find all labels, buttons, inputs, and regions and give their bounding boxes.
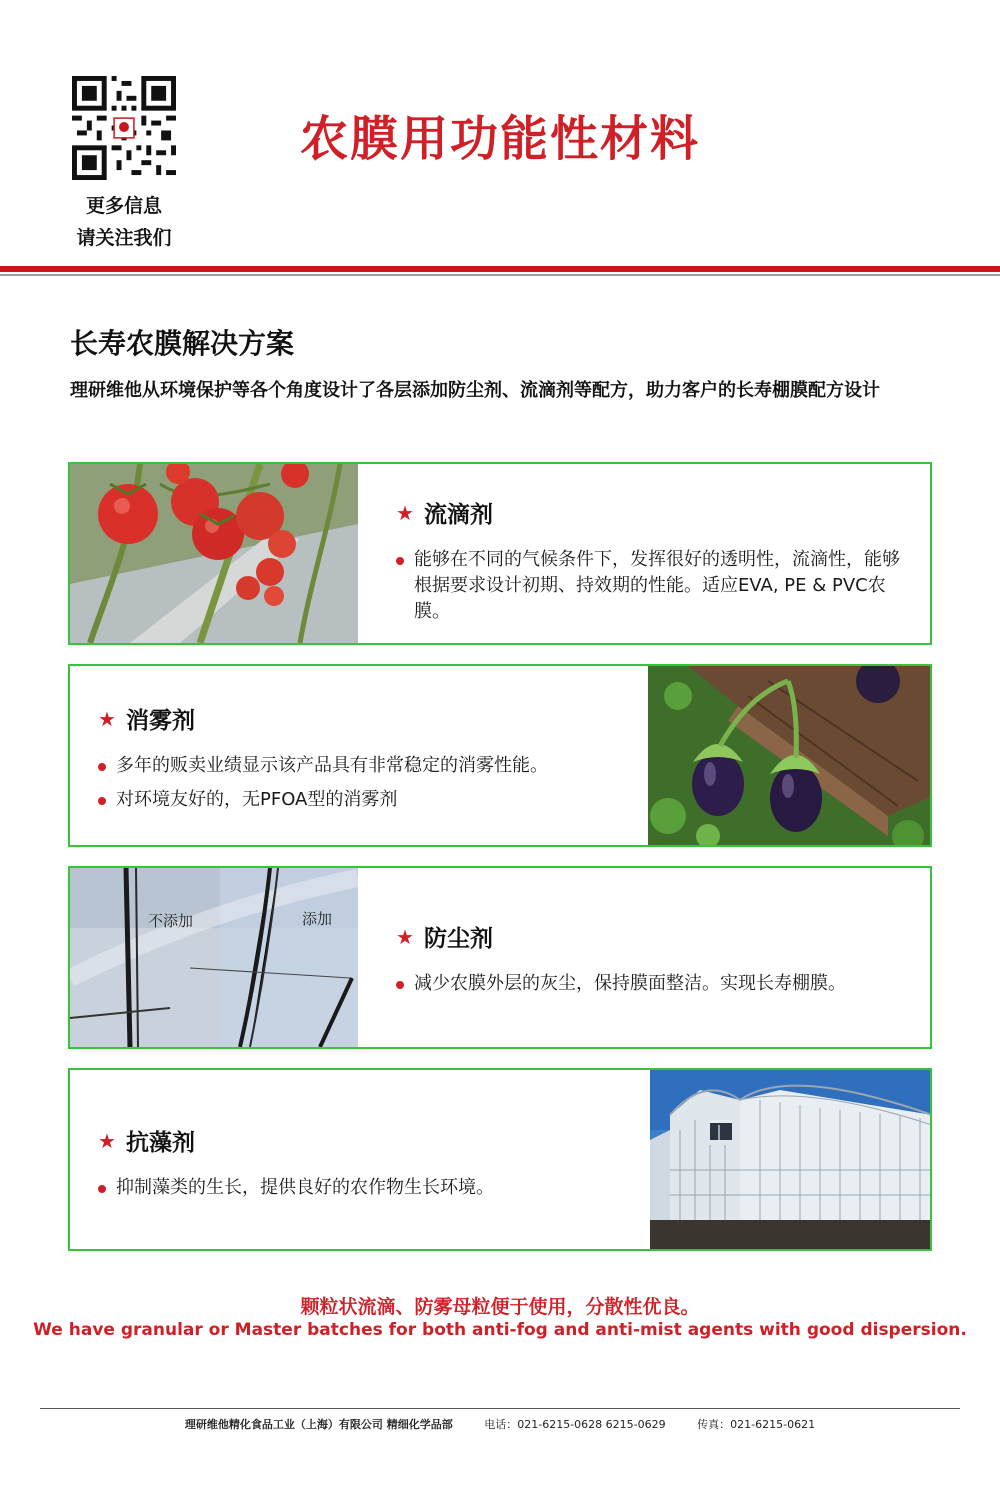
eggplant-photo bbox=[648, 666, 932, 845]
card-title bbox=[98, 702, 618, 735]
tagline-chinese: 颗粒状流滴、防雾母粒便于使用，分散性优良。 bbox=[300, 1296, 700, 1318]
tomato-photo bbox=[70, 464, 358, 643]
card-title-text: 抗藻剂 bbox=[125, 1130, 195, 1156]
qr-caption bbox=[60, 190, 188, 254]
star-icon: ★ bbox=[396, 924, 414, 949]
list-item: 对环境友好的，无PFOA型的消雾剂 bbox=[98, 787, 618, 813]
star-icon: ★ bbox=[396, 500, 414, 525]
photo-label-with: 添加 bbox=[302, 910, 333, 928]
section-title: 长寿农膜解决方案 bbox=[70, 327, 295, 360]
card-title-text: 流滴剂 bbox=[423, 502, 493, 528]
card-title-text: 防尘剂 bbox=[423, 926, 493, 952]
card-title-text: 消雾剂 bbox=[125, 708, 195, 734]
list-item: 抑制藻类的生长，提供良好的农作物生长环境。 bbox=[98, 1175, 618, 1201]
footer-fax: 传真：021-6215-0621 bbox=[697, 1418, 816, 1431]
list-item: 减少农膜外层的灰尘，保持膜面整洁。实现长寿棚膜。 bbox=[396, 971, 916, 997]
qr-caption-line2: 请关注我们 bbox=[76, 227, 172, 249]
list-item: 多年的贩卖业绩显示该产品具有非常稳定的消雾性能。 bbox=[98, 753, 618, 779]
header-divider-shadow bbox=[0, 274, 1000, 276]
card-anti-fog bbox=[68, 664, 932, 847]
qr-caption-line1: 更多信息 bbox=[85, 195, 162, 217]
footer bbox=[0, 1416, 1000, 1432]
section-description: 理研维他从环境保护等各个角度设计了各层添加防尘剂、流滴剂等配方，助力客户的长寿棚膜配方设计 bbox=[70, 380, 880, 401]
qr-code-icon bbox=[72, 76, 176, 180]
header-divider bbox=[0, 266, 1000, 272]
footer-divider bbox=[40, 1408, 960, 1409]
footer-phone: 电话：021-6215-0628 6215-0629 bbox=[484, 1418, 666, 1431]
card-title bbox=[396, 496, 916, 529]
page-title: 农膜用功能性材料 bbox=[300, 111, 701, 167]
card-anti-dust bbox=[68, 866, 932, 1049]
card-anti-drip bbox=[68, 462, 932, 645]
star-icon: ★ bbox=[98, 706, 116, 731]
star-icon: ★ bbox=[98, 1128, 116, 1153]
card-title bbox=[98, 1124, 618, 1157]
dust-comparison-photo bbox=[70, 868, 358, 1047]
list-item: 能够在不同的气候条件下，发挥很好的透明性，流滴性，能够根据要求设计初期、持效期的性能。适应EVA, PE & PVC农膜。 bbox=[396, 547, 916, 625]
card-anti-algae bbox=[68, 1068, 932, 1251]
card-title bbox=[396, 920, 916, 953]
tagline-english: We have granular or Master batches for both anti-fog and anti-mist agents with good dispersion. bbox=[33, 1320, 967, 1340]
greenhouse-photo bbox=[650, 1070, 932, 1249]
photo-label-without: 不添加 bbox=[148, 912, 194, 930]
footer-company: 理研维他精化食品工业（上海）有限公司 精细化学品部 bbox=[184, 1418, 453, 1431]
